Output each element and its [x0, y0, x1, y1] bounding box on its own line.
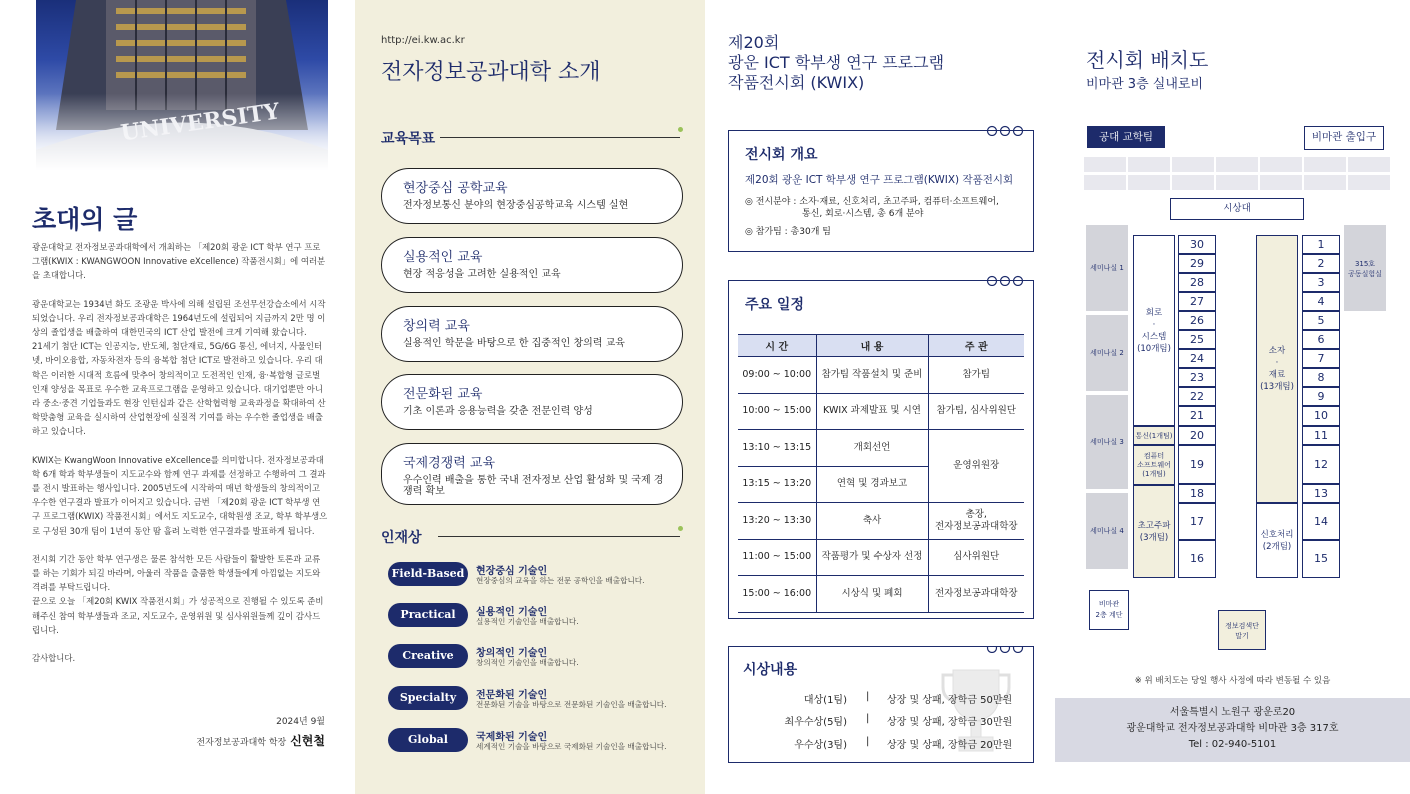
- lobby-grid-cell: [1127, 174, 1171, 191]
- exhibition-title: [728, 33, 944, 93]
- talent-title: 전문화된 기술인: [476, 690, 548, 701]
- talent-badge: Specialty: [388, 686, 468, 710]
- lobby-grid-cell: [1347, 174, 1391, 191]
- overview-subtitle: 제20회 광운 ICT 학부생 연구 프로그램(KWIX) 작품전시회: [745, 174, 1014, 186]
- address-line: 광운대학교 전자정보공과대학 비마관 3층 317호: [1126, 723, 1339, 734]
- zone-label: 신호처리: [1260, 529, 1294, 540]
- talent-desc: 현장중심의 교육을 하는 전문 공학인을 배출합니다.: [476, 576, 645, 585]
- lobby-grid-cell: [1303, 156, 1347, 173]
- separator: |: [866, 713, 870, 724]
- seminar-room-4: 세미나실 4: [1086, 493, 1128, 569]
- address-phone: Tel : 02-940-5101: [1188, 739, 1277, 750]
- divider-dot: [678, 526, 683, 531]
- booth-number: 1: [1302, 235, 1340, 254]
- invitation-title: 초대의 글: [32, 205, 138, 234]
- table-row: [738, 393, 1024, 430]
- separator: |: [866, 691, 870, 702]
- zone-label: 소자: [1268, 346, 1286, 356]
- signature-date: 2024년 9월: [276, 717, 325, 727]
- seminar-room-1: 세미나실 1: [1086, 225, 1128, 311]
- lobby-grid-cell: [1215, 156, 1259, 173]
- booth-number: 19: [1178, 445, 1216, 484]
- talent-desc: 창의적인 기술인을 배출합니다.: [476, 658, 579, 667]
- paragraph: 광운대학교는 1934년 화도 조광운 박사에 의해 설립된 조선무선강습소에서 시작되었습니다. 우리 전자정보공과대학은 1964년도에 설립되어 지금까지 2만 명 이상의 졸업생을 배출하여 대한민국의 ICT 산업 발전에 크게 기여해 왔습니다.: [32, 298, 326, 338]
- exhibition-title-line: 작품전시회 (KWIX): [728, 73, 865, 92]
- goal-card: [381, 168, 683, 224]
- paragraph: 감사합니다.: [32, 653, 76, 664]
- schedule-time: 10:00 ~ 15:00: [738, 393, 816, 430]
- talent-title: 창의적인 기술인: [476, 648, 548, 659]
- floor-plan-subtitle: 비마관 3층 실내로비: [1086, 77, 1203, 92]
- talent-item: [388, 644, 688, 670]
- booth-number: 7: [1302, 349, 1340, 368]
- goals-label: 교육목표: [381, 131, 436, 147]
- talent-badge: Creative: [388, 644, 468, 668]
- exhibition-title-line: 광운 ICT 학부생 연구 프로그램: [728, 53, 945, 72]
- college-intro-title: 전자정보공과대학 소개: [381, 60, 601, 85]
- talent-title: 국제화된 기술인: [476, 732, 548, 743]
- goal-title: 현장중심 공학교육: [403, 181, 508, 196]
- goal-desc: 기초 이론과 응용능력을 갖춘 전문인력 양성: [403, 406, 593, 417]
- schedule-host: 심사위원단: [928, 539, 1024, 576]
- layout-note: ※ 위 배치도는 당일 행사 사정에 따라 변동될 수 있음: [1134, 676, 1331, 686]
- divider: [438, 536, 680, 537]
- exhibition-info-panel: [705, 0, 1050, 794]
- lobby-grid-cell: [1259, 156, 1303, 173]
- schedule-table: [738, 334, 1024, 613]
- overview-teams: ◎ 참가팀 : 총30개 팀: [745, 227, 831, 237]
- talent-item: [388, 686, 688, 712]
- booth-number: 16: [1178, 540, 1216, 578]
- table-row: [738, 503, 1024, 540]
- booth-number: 22: [1178, 387, 1216, 406]
- zone-label: (13개팀): [1260, 382, 1294, 392]
- goal-card: [381, 443, 683, 505]
- exhibition-title-line: 제20회: [728, 33, 780, 52]
- booth-number: 29: [1178, 254, 1216, 273]
- room-315-number: 315호: [1354, 260, 1376, 268]
- booth-number: 13: [1302, 484, 1340, 503]
- goal-desc: 우수인력 배출을 통한 국내 전자정보 산업 활성화 및 국제 경쟁력 확보: [403, 475, 664, 497]
- lobby-grid-cell: [1127, 156, 1171, 173]
- booth-number: 24: [1178, 349, 1216, 368]
- schedule-content: KWIX 과제발표 및 시연: [816, 393, 928, 430]
- zone-label: (2개팀): [1262, 541, 1292, 552]
- schedule-time: 13:10 ~ 13:15: [738, 430, 816, 467]
- table-row: [738, 576, 1024, 613]
- goal-title: 실용적인 교육: [403, 250, 483, 265]
- admin-office-tag: 공대 교학팀: [1087, 126, 1165, 148]
- booth-number: 8: [1302, 368, 1340, 387]
- schedule-box: [728, 280, 1034, 619]
- zone-label: 컴퓨터: [1143, 451, 1165, 460]
- schedule-time: 11:00 ~ 15:00: [738, 539, 816, 576]
- booth-number: 17: [1178, 503, 1216, 540]
- booth-number: 28: [1178, 273, 1216, 292]
- divider: [440, 137, 680, 138]
- booth-number: 6: [1302, 330, 1340, 349]
- lobby-grid-cell: [1347, 156, 1391, 173]
- paragraph: 21세기 첨단 ICT는 인공지능, 반도체, 첨단재료, 5G/6G 통신, 에너지, 사물인터넷, 바이오융합, 자동차전자 등의 융복합 첨단 ICT로 발전하고 있습니다. 우리 대학은 이러한 시대적 흐름에 맞추어 창의적이고 도전적인 인재, 융·복합형 글로벌 인재 양성을 목표로 우수한 교육프로그램을 운영하고 있습니다. 대기업뿐만 아니라 중소·중견 기업들과도 현장 인턴십과 같은 산학협력형 교육과정을 확대하여 산학맞춤형 교육을 실시하여 산업현장에 실질적 기여를 하는 우수한 졸업생을 배출하고 있습니다.: [32, 341, 326, 437]
- lobby-grid-cell: [1083, 156, 1127, 173]
- device-material-zone: [1256, 235, 1298, 503]
- talent-title: 실용적인 기술인: [476, 607, 548, 618]
- column-header: 주 관: [928, 335, 1024, 357]
- talent-item: [388, 562, 688, 588]
- booth-number: 11: [1302, 426, 1340, 445]
- goal-desc: 실용적인 학문을 바탕으로 한 집중적인 창의력 교육: [403, 338, 625, 349]
- schedule-host: 전자정보공과대학장: [928, 576, 1024, 613]
- paragraph: 전시회 기간 동안 학부 연구생은 물론 참석한 모든 사람들이 활발한 토론과 교류를 하는 기회가 되길 바라며, 아울러 작품을 출품한 학생들에게 아낌없는 지도와 격려를 부탁드립니다.: [32, 553, 321, 593]
- invitation-panel: [0, 0, 355, 794]
- goal-title: 전문화된 교육: [403, 387, 483, 402]
- schedule-host: [928, 503, 1024, 540]
- binder-rings-icon: [985, 274, 1025, 286]
- zone-label: ·: [1152, 319, 1156, 330]
- zone-label: (3개팀): [1139, 532, 1169, 543]
- award-name: 최우수상(5팀): [784, 717, 847, 728]
- schedule-host-line: 총장,: [965, 508, 987, 520]
- column-header: 시 간: [738, 335, 816, 357]
- signal-processing-zone: [1256, 503, 1298, 578]
- booth-number: 2: [1302, 254, 1340, 273]
- talent-desc: 실용적인 기술인을 배출합니다.: [476, 617, 579, 626]
- computer-software-zone: [1133, 445, 1175, 485]
- floor-plan-panel: [1050, 0, 1410, 794]
- college-url[interactable]: http://ei.kw.ac.kr: [381, 35, 465, 46]
- schedule-content: 참가팀 작품설치 및 준비: [816, 357, 928, 394]
- talent-label: 인재상: [381, 530, 422, 546]
- college-intro-panel: [355, 0, 705, 794]
- schedule-content: 연혁 및 경과보고: [816, 466, 928, 503]
- booth-number: 30: [1178, 235, 1216, 254]
- signer-role: 전자정보공과대학 학장: [196, 738, 287, 748]
- goal-card: [381, 306, 683, 362]
- schedule-time: 13:20 ~ 13:30: [738, 503, 816, 540]
- talent-title: 현장중심 기술인: [476, 566, 548, 577]
- circuit-system-zone: [1133, 235, 1175, 426]
- awards-box: [728, 646, 1034, 763]
- separator: |: [866, 736, 870, 747]
- overview-fields-cont: 통신, 회로·시스템, 총 6개 분야: [802, 209, 924, 219]
- booth-number: 4: [1302, 292, 1340, 311]
- talent-badge: Field-Based: [388, 562, 468, 586]
- talent-desc: 전문화된 기술을 바탕으로 전문화된 기술인을 배출합니다.: [476, 700, 667, 709]
- awards-heading: 시상내용: [743, 662, 798, 678]
- zone-label: ·: [1275, 358, 1279, 368]
- talent-desc: 세계적인 기술을 바탕으로 국제화된 기술인을 배출합니다.: [476, 742, 667, 751]
- schedule-time: 15:00 ~ 16:00: [738, 576, 816, 613]
- room-315-name: 공동실험실: [1348, 270, 1382, 278]
- lobby-grid-cell: [1171, 174, 1215, 191]
- schedule-content: 축사: [816, 503, 928, 540]
- overview-heading: 전시회 개요: [745, 147, 818, 163]
- booth-number: 26: [1178, 311, 1216, 330]
- schedule-time: 13:15 ~ 13:20: [738, 466, 816, 503]
- schedule-content: 작품평가 및 수상자 선정: [816, 539, 928, 576]
- table-row: [738, 430, 1024, 467]
- booth-number: 5: [1302, 311, 1340, 330]
- zone-label: 재료: [1268, 370, 1286, 380]
- talent-badge: Practical: [388, 603, 468, 627]
- booth-number: 18: [1178, 484, 1216, 503]
- schedule-host: 운영위원장: [928, 430, 1024, 503]
- zone-label: (1개팀): [1142, 469, 1166, 478]
- schedule-host: 참가팀, 심사위원단: [928, 393, 1024, 430]
- address-line: 서울특별시 노원구 광운로20: [1169, 707, 1296, 718]
- stairs-label: 2층 계단: [1095, 611, 1123, 619]
- schedule-content: 개회선언: [816, 430, 928, 467]
- schedule-content: 시상식 및 폐회: [816, 576, 928, 613]
- award-name: 우수상(3팀): [794, 740, 847, 751]
- zone-label: 소프트웨어: [1137, 460, 1171, 469]
- talent-item: [388, 728, 688, 754]
- table-row: [738, 539, 1024, 576]
- goal-title: 창의력 교육: [403, 319, 470, 334]
- seminar-room-2: 세미나실 2: [1086, 315, 1128, 391]
- zone-label: 시스템: [1141, 331, 1167, 342]
- award-prize: 상장 및 상패, 장학금 30만원: [887, 717, 1013, 728]
- zone-label: 초고주파: [1137, 520, 1171, 531]
- divider-dot: [678, 127, 683, 132]
- booth-number: 12: [1302, 445, 1340, 484]
- booth-number: 27: [1178, 292, 1216, 311]
- room-315: [1344, 225, 1386, 311]
- university-building-photo: [36, 0, 328, 170]
- floor-plan-title: 전시회 배치도: [1086, 48, 1209, 72]
- signer-name: 신현철: [290, 734, 325, 748]
- goal-card: [381, 374, 683, 430]
- award-name: 대상(1팀): [803, 695, 847, 706]
- talent-badge: Global: [388, 728, 468, 752]
- schedule-host-line: 전자정보공과대학장: [934, 520, 1018, 532]
- booth-number: 25: [1178, 330, 1216, 349]
- stairs-2f: [1089, 590, 1129, 630]
- seminar-room-3: 세미나실 3: [1086, 395, 1128, 489]
- booth-number: 14: [1302, 503, 1340, 540]
- award-prize: 상장 및 상패, 장학금 20만원: [887, 740, 1013, 751]
- goal-card: [381, 237, 683, 293]
- zone-label: (10개팀): [1137, 343, 1171, 354]
- booth-number: 20: [1178, 426, 1216, 445]
- overview-fields: ◎ 전시분야 : 소자·재료, 신호처리, 초고주파, 컴퓨터·소프트웨어,: [745, 197, 999, 207]
- lobby-grid-cell: [1083, 174, 1127, 191]
- entrance-tag: 비마관 출입구: [1304, 126, 1384, 150]
- microwave-zone: [1133, 485, 1175, 578]
- goal-desc: 현장 적응성을 고려한 실용적인 교육: [403, 269, 561, 280]
- lobby-grid-cell: [1303, 174, 1347, 191]
- paragraph: 광운대학교 전자정보공과대학에서 개최하는 「제20회 광운 ICT 학부 연구 프로그램(KWIX : KWANGWOON Innovative eXcellence) 작품전시회」에 여러분을 초대합니다.: [32, 242, 326, 281]
- schedule-heading: 주요 일정: [745, 297, 804, 313]
- zone-label: 회로: [1145, 307, 1163, 318]
- talent-item: [388, 603, 688, 629]
- info-desk-label: 정보검색단: [1225, 622, 1259, 630]
- schedule-host: 참가팀: [928, 357, 1024, 394]
- award-stage: 시상대: [1170, 198, 1304, 220]
- table-row: [738, 357, 1024, 394]
- booth-number: 9: [1302, 387, 1340, 406]
- address-block: [1055, 698, 1410, 762]
- binder-rings-icon: [985, 124, 1025, 136]
- paragraph: 끝으로 오늘 「제20회 KWIX 작품전시회」가 성공적으로 진행될 수 있도록 준비해주신 참여 학부생들과 조교, 지도교수, 운영위원 및 심사위원들께 깊이 감사드립니다.: [32, 596, 324, 635]
- booth-number: 21: [1178, 406, 1216, 426]
- lobby-grid-cell: [1171, 156, 1215, 173]
- overview-box: [728, 130, 1034, 252]
- paragraph: KWIX는 KwangWoon Innovative eXcellence를 의미합니다. 전자정보공과대학 6개 학과 학부생들이 지도교수와 함께 연구 과제를 선정하고 수행하여 그 결과를 전시 발표하는 행사입니다. 2005년도에 시작하여 매년 학생들의 창의적이고 우수한 연구결과 발표가 이어지고 있습니다. 금번 「제20회 광운 ICT 학부생 연구 프로그램(KWIX) 작품전시회」에서도 지도교수, 대학원생 조교, 학부 학부생으로 구성된 30개 팀이 1년여 동안 땀 흘려 노력한 연구결과를 발표하게 됩니다.: [32, 454, 328, 536]
- goal-desc: 전자정보통신 분야의 현장중심공학교육 시스템 실현: [403, 200, 629, 211]
- goal-title: 국제경쟁력 교육: [403, 456, 496, 471]
- info-desk-label: 말기: [1235, 632, 1249, 640]
- signature: [196, 732, 325, 749]
- booth-number: 10: [1302, 406, 1340, 426]
- lobby-grid-cell: [1259, 174, 1303, 191]
- booth-number: 15: [1302, 540, 1340, 578]
- invitation-body: [32, 240, 328, 679]
- booth-number: 23: [1178, 368, 1216, 387]
- booth-number: 3: [1302, 273, 1340, 292]
- binder-rings-icon: [985, 646, 1025, 653]
- stairs-label: 비마관: [1098, 600, 1120, 608]
- column-header: 내 용: [816, 335, 928, 357]
- info-desk: [1218, 610, 1266, 650]
- schedule-time: 09:00 ~ 10:00: [738, 357, 816, 394]
- communication-zone: 통신(1개팀): [1133, 426, 1175, 445]
- lobby-grid-cell: [1215, 174, 1259, 191]
- award-prize: 상장 및 상패, 장학금 50만원: [887, 695, 1013, 706]
